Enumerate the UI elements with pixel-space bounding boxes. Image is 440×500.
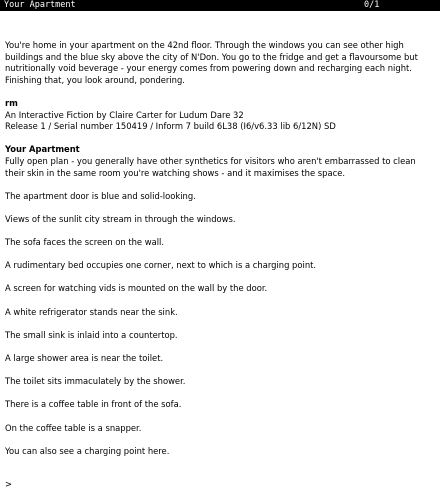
room-name: Your Apartment [5,144,80,155]
object-description: You can also see a charging point here. [5,445,170,456]
story-title: rm [5,97,18,108]
status-bar [0,0,440,11]
object-description: The apartment door is blue and solid-looking. [5,190,196,201]
object-description: A large shower area is near the toilet. [5,353,164,364]
object-description: There is a coffee table in front of the sofa. [5,399,182,410]
prompt-symbol: > [5,479,13,489]
intro-text: You're home in your apartment on the 42nd floor. Through the windows you can see other high buildings and the blue sky above the city of N'Don. You go to the fridge and get a flavoursome but nutritionally void beverage - your energy comes from powering down and recharging each night. Finishing that, you look around, pondering. [5,40,418,85]
object-description: The toilet sits immaculately by the shower. [5,376,186,387]
story-transcript [5,40,433,457]
story-release-info: Release 1 / Serial number 150419 / Inform 7 build 6L38 (I6/v6.33 lib 6/12N) SD [5,121,336,132]
status-location: Your Apartment [4,0,76,10]
command-prompt[interactable] [5,479,12,490]
object-description: On the coffee table is a snapper. [5,422,142,433]
story-subtitle: An Interactive Fiction by Claire Carter for Ludum Dare 32 [5,109,244,120]
object-description: A rudimentary bed occupies one corner, next to which is a charging point. [5,260,317,271]
object-description: The small sink is inlaid into a countertop. [5,329,178,340]
object-description: Views of the sunlit city stream in through the windows. [5,213,236,224]
scrollbar[interactable] [436,11,440,500]
room-description: Fully open plan - you generally have other synthetics for visitors who aren't embarrassed to clean their skin in the same room you're watching shows - and it maximises the space. [5,155,416,178]
object-description: A white refrigerator stands near the sink. [5,306,178,317]
object-description: The sofa faces the screen on the wall. [5,237,165,248]
object-description: A screen for watching vids is mounted on the wall by the door. [5,283,268,294]
status-score: 0/1 [364,0,380,10]
